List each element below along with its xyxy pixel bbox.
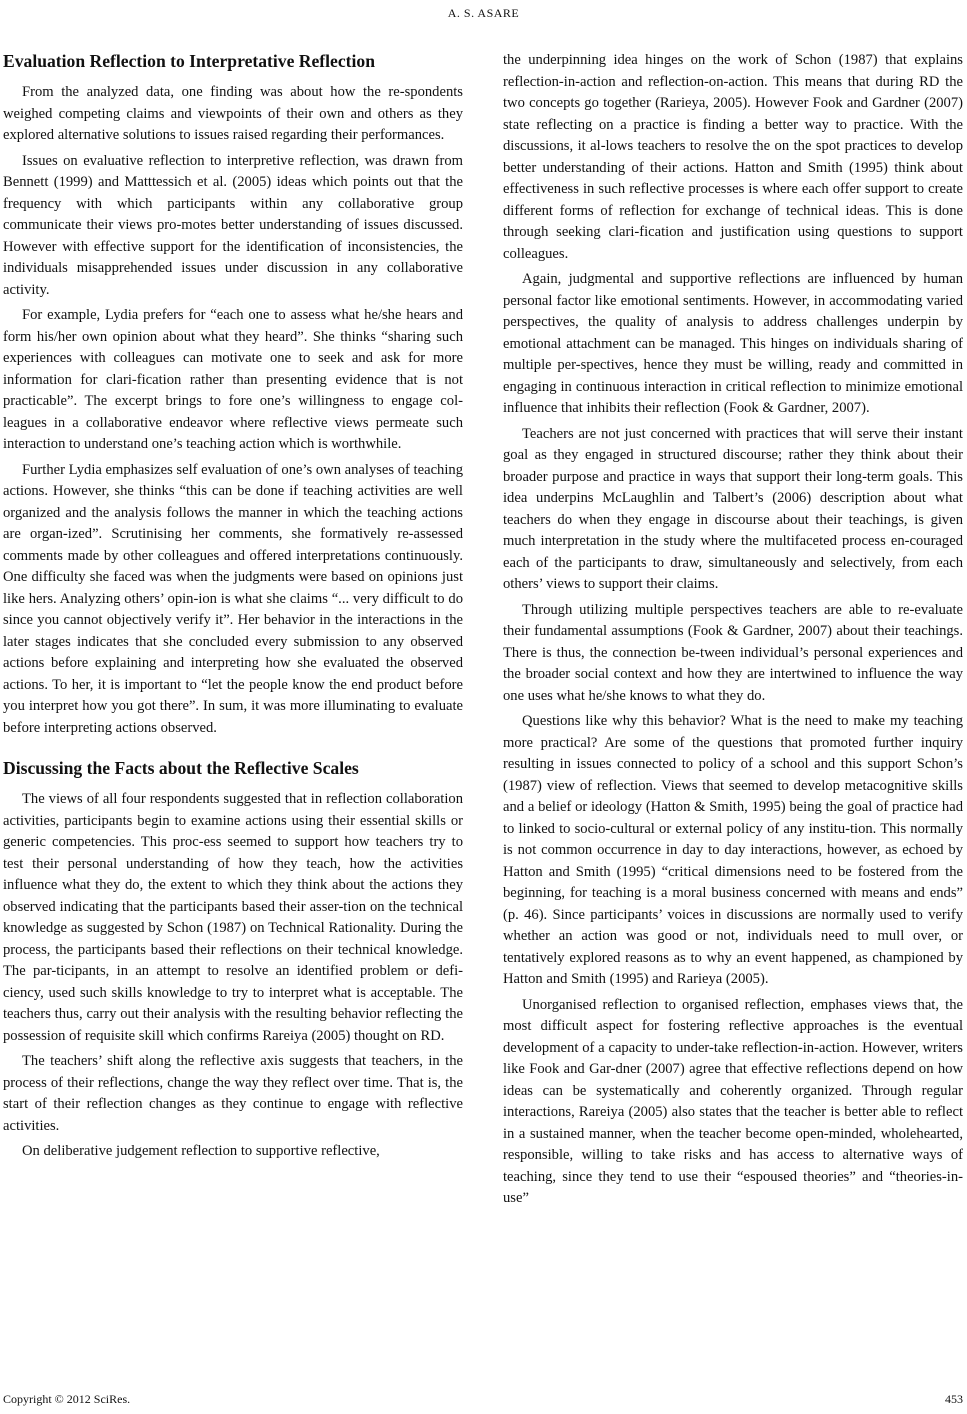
paragraph: The teachers’ shift along the reflective axis suggests that teachers, in the process of their reflections, change the way they reflect over time. That is, the start of their reflection changes as they continue to engage with reflective activities. xyxy=(3,1053,463,1134)
paragraph: Through utilizing multiple perspectives teachers are able to re-evaluate their fundamental assumptions (Fook & Gardner, 2007) about their teachings. There is thus, the connection be-tween individual’s personal experiences and the broader social context and how they are intertwined to influence the way one uses what he/she knows to what they do. xyxy=(503,601,963,704)
right-column xyxy=(503,50,963,1375)
paragraph: From the analyzed data, one finding was about how the re-spondents weighed competing claims and viewpoints of their own and others as they explored alternative solutions to issues raised regarding their performances. xyxy=(3,84,463,143)
paragraph: On deliberative judgement reflection to supportive reflective, xyxy=(22,1143,380,1159)
paragraph: Issues on evaluative reflection to interpretive reflection, was drawn from Bennett (1999) and Matttessich et al. (2005) ideas which points out that the frequency with which participants within any collaborative group communicate their views pro-motes better understanding of issues discussed. However with effective support for the identification of inconsistencies, the individuals misapprehended issues under discussion in any collaborative activity. xyxy=(3,152,463,298)
paragraph: The views of all four respondents suggested that in reflection collaboration activities, participants begin to examine actions using their essential skills or generic competencies. This proc-ess seemed to support how teachers try to test their personal understanding of how they teach, how the activities influence what they do, the extent to which they think about the actions they observed indicating that the participants based their asser-tion on the technical knowledge as suggested by Schon (1987) on Technical Rationality. During the process, the participants based their reflections on their technical knowledge. The par-ticipants, in an attempt to resolve an identified problem or defi-ciency, used such skills knowledge to try to interpret what is acceptable. The teachers thus, carry out their analysis with the resulting behavior reflecting the possession of requisite skill which confirms Rareiya (2005) thought on RD. xyxy=(3,791,463,1044)
paragraph: the underpinning idea hinges on the work of Schon (1987) that explains reflection-in-action and reflection-on-action. This means that during RD the two concepts go together (Rarieya, 2005). However Fook and Gardner (2007) state reflecting on a practice is finding a better way to practice. With the discussions, it al-lows teachers to resolve the on the spot practices to develop better understanding of their actions. Hatton and Smith (1995) think about effectiveness in such reflective processes is where each offer support to create different forms of reflection for exchange of technical ideas. This is done through seeking clari-fication and justification using questions to support colleagues. xyxy=(503,52,963,262)
paragraph: Again, judgmental and supportive reflections are influenced by human personal factor like emotional sentiments. However, in accommodating varied perspectives, the quality of analysis to address challenges underpin by emotional attachment can be managed. This hinges on individuals sharing of multiple per-spectives, hence they must be willing, ready and committed in engaging in continuous interaction in critical reflection to minimize emotional influence that inhibits their reflection (Fook & Gardner, 2007). xyxy=(503,271,963,416)
section-heading-evaluation-reflection: Evaluation Reflection to Interpretative Reflection xyxy=(3,51,375,71)
paragraph: For example, Lydia prefers for “each one to assess what he/she hears and form his/her own opinion about what they heard”. She thinks “sharing such experiences with colleagues can motivate one to seek and ask for more information for clari-fication rather than presenting evidence that is not practicable”. The excerpt brings to fore one’s willingness to engage col-leagues in a collaborative endeavor where reflective views permeate such interaction to understand one’s teaching action which is worthwhile. xyxy=(3,307,463,452)
left-column xyxy=(3,50,463,1375)
paragraph: Unorganised reflection to organised reflection, emphases views that, the most difficult aspect for fostering reflective approaches is the eventual development of a capacity to under-take reflection-in-action. However, writers like Fook and Gar-dner (2007) agree that effective reflections depend on how ideas can be systematically and coherently organized. Through regular interactions, Rareiya (2005) also states that the teacher is better able to reflect in a sustained manner, when the teacher become open-minded, wholehearted, responsible, willing to take risks and has access to alternative ways of teaching, since they tend to use their “espoused theories” and “theories-in-use” xyxy=(503,996,963,1206)
copyright-notice: Copyright © 2012 SciRes. xyxy=(3,1392,131,1406)
paragraph: Teachers are not just concerned with practices that will serve their instant goal as they engaged in structured discourse; rather they think about their broader purpose and practice in ways that support their long-term goals. This idea underpins McLaughlin and Talbert’s (2006) description about what teachers do when they engage in discourse about their teachings, is given much interpretation in the study where the multifaceted process en-couraged each of the participants to draw, simultaneously and selectively, from each others’ views to support their claims. xyxy=(503,425,963,592)
page-number: 453 xyxy=(945,1392,963,1406)
paragraph: Questions like why this behavior? What is the need to make my teaching more practical? Are some of the questions that promoted further inquiry resulting in issues connected to policy of a school and this support Schon’s (1987) view of reflection. Views that seemed to develop metacognitive skills and a belief or ideology (Hatton & Smith, 1995) being the goal of practice had to linked to socio-cultural or external policy of any institu-tion. This normally is not common occurrence in day to day interactions, however, as echoed by Hatton and Smith (1995) “critical dimensions need to be fostered from the beginning, for teaching is a moral business concerned with means and ends” (p. 46). Since participants’ voices in discussions are normally used to verify whether an action was good or not, individuals need to mull over, or tentatively explored reasons as to why an event happened, as championed by Hatton and Smith (1995) and Rarieya (2005). xyxy=(503,713,963,987)
running-head: A. S. ASARE xyxy=(447,6,520,20)
section-heading-reflective-scales: Discussing the Facts about the Reflective Scales xyxy=(3,758,359,778)
page-footer xyxy=(3,1392,963,1407)
paragraph: Further Lydia emphasizes self evaluation of one’s own analyses of teaching actions. However, she thinks “this can be done if teaching activities are well organized and the analysis follows the manner in which the teaching actions are organ-ized”. Scrutinising her comments, she formatively re-assessed comments made by other colleagues and offered interpretations continuously. One difficulty she faced was when the judgments were based on opinions just like hers. Analyzing others’ opin-ion is what she claims “... very difficult to do since you cannot objectively verify it”. Her behavior in the interactions in the later stages indicates that she concluded every submission to any observed actions before explaining and interpreting how she evaluated the observed actions. To her, it is important to “let the people know the end product before you interpret how you got there”. In sum, it was more illuminating to evaluate before interpreting actions observed. xyxy=(3,461,463,736)
